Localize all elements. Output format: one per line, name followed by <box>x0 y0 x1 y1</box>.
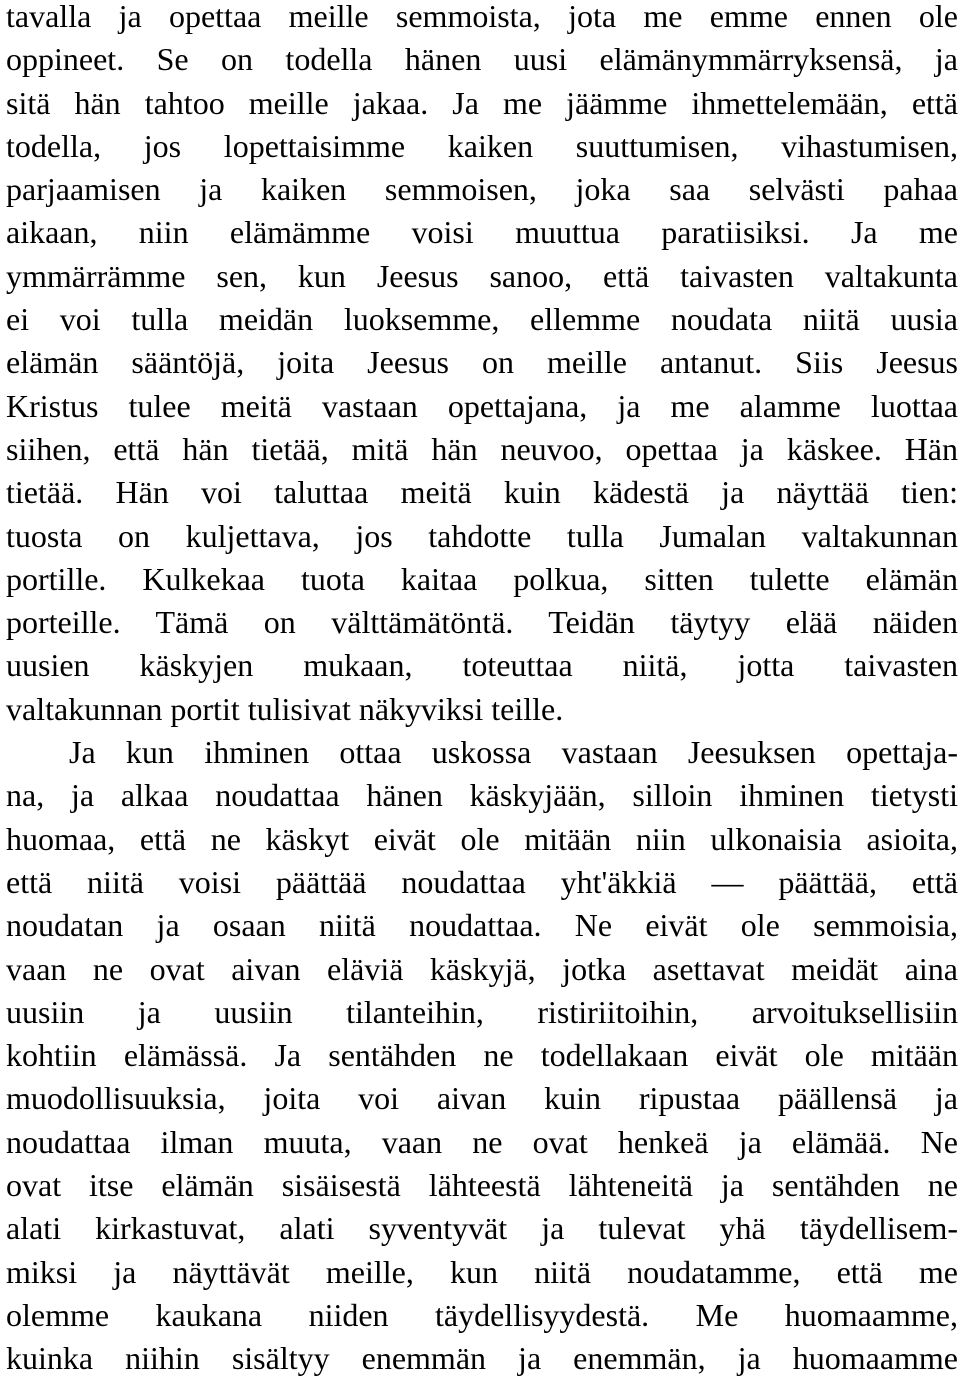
text-line: parjaamisen ja kaiken semmoisen, joka saa selvästi pahaa <box>6 171 958 208</box>
text-line: elämän sääntöjä, joita Jeesus on meille antanut. Siis Jeesus <box>6 344 958 381</box>
text-line: tavalla ja opettaa meille semmoista, jota me emme ennen ole <box>6 0 958 34</box>
text-line: oppineet. Se on todella hänen uusi elämänymmärryksensä, ja <box>6 41 958 78</box>
text-line: kuinka niihin sisältyy enemmän ja enemmän, ja huomaamme <box>6 1340 958 1377</box>
text-line: portille. Kulkekaa tuota kaitaa polkua, sitten tulette elämän <box>6 560 958 597</box>
text-line: na, ja alkaa noudattaa hänen käskyjään, silloin ihminen tietysti <box>6 777 958 814</box>
text-line: muodollisuuksia, joita voi aivan kuin ripustaa päällensä ja <box>6 1080 958 1117</box>
document-page <box>6 0 958 1381</box>
text-line: kohtiin elämässä. Ja sentähden ne todellakaan eivät ole mitään <box>6 1037 958 1074</box>
text-line: uusien käskyjen mukaan, toteuttaa niitä, jotta taivasten <box>6 647 958 684</box>
text-line: noudatan ja osaan niitä noudattaa. Ne eivät ole semmoisia, <box>6 907 958 944</box>
text-line: Kristus tulee meitä vastaan opettajana, ja me alamme luottaa <box>6 387 958 424</box>
text-line: olemme kaukana niiden täydellisyydestä. Me huomaamme, <box>6 1296 958 1333</box>
text-line: Ja kun ihminen ottaa uskossa vastaan Jeesuksen opettaja- <box>69 734 958 771</box>
text-line: porteille. Tämä on välttämätöntä. Teidän täytyy elää näiden <box>6 604 958 641</box>
text-line: todella, jos lopettaisimme kaiken suuttumisen, vihastumisen, <box>6 127 958 164</box>
text-line: valtakunnan portit tulisivat näkyviksi teille. <box>6 690 564 727</box>
text-line: sitä hän tahtoo meille jakaa. Ja me jäämme ihmettelemään, että <box>6 84 958 121</box>
text-line: ymmärrämme sen, kun Jeesus sanoo, että taivasten valtakunta <box>6 257 958 294</box>
text-line: ovat itse elämän sisäisestä lähteestä lähteneitä ja sentähden ne <box>6 1167 958 1204</box>
text-line: tietää. Hän voi taluttaa meitä kuin kädestä ja näyttää tien: <box>6 474 958 511</box>
text-line: uusiin ja uusiin tilanteihin, ristiriitoihin, arvoituksellisiin <box>6 993 958 1030</box>
text-line: että niitä voisi päättää noudattaa yht'äkkiä — päättää, että <box>6 863 958 900</box>
paragraph-1 <box>6 0 958 731</box>
text-line: huomaa, että ne käskyt eivät ole mitään niin ulkonaisia asioita, <box>6 820 958 857</box>
text-line: noudattaa ilman muuta, vaan ne ovat henkeä ja elämää. Ne <box>6 1123 958 1160</box>
text-line: vaan ne ovat aivan eläviä käskyjä, jotka asettavat meidät aina <box>6 950 958 987</box>
text-line: siihen, että hän tietää, mitä hän neuvoo, opettaa ja käskee. Hän <box>6 430 958 467</box>
text-line: miksi ja näyttävät meille, kun niitä noudatamme, että me <box>6 1253 958 1290</box>
paragraph-2 <box>6 731 958 1380</box>
text-line: tuosta on kuljettava, jos tahdotte tulla Jumalan valtakunnan <box>6 517 958 554</box>
text-line: aikaan, niin elämämme voisi muuttua paratiisiksi. Ja me <box>6 214 958 251</box>
text-line: alati kirkastuvat, alati syventyvät ja tulevat yhä täydellisem- <box>6 1210 958 1247</box>
text-line: ei voi tulla meidän luoksemme, ellemme noudata niitä uusia <box>6 301 958 338</box>
